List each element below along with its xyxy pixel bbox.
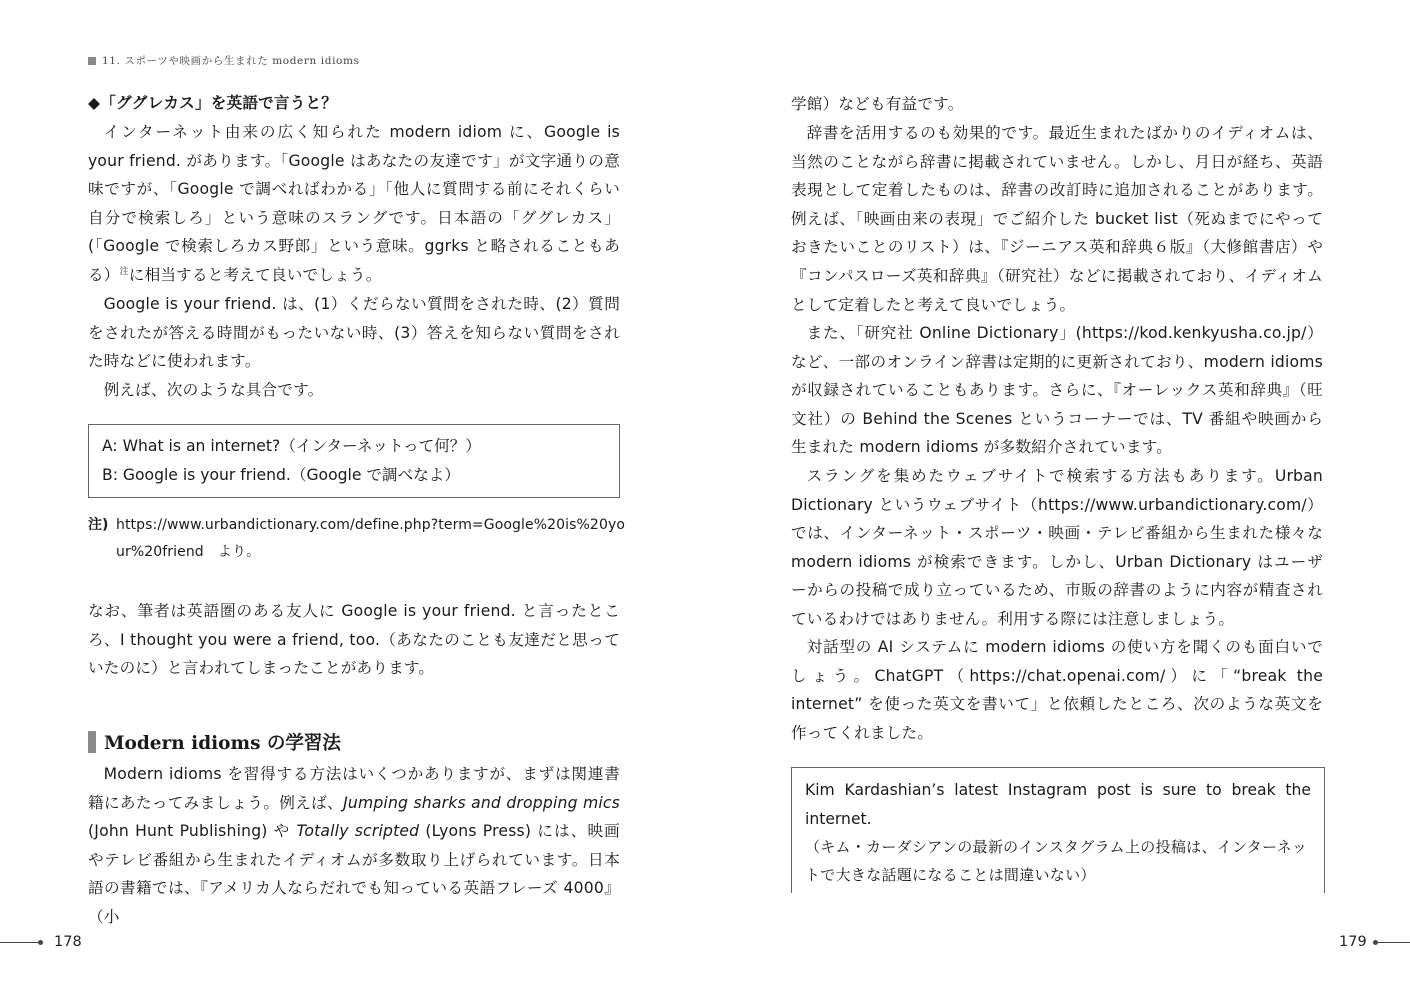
p5-text-2: (John Hunt Publishing) や: [88, 822, 297, 841]
chatgpt-example-box: [791, 767, 1325, 893]
footnote-marker: 注: [119, 266, 129, 277]
section-heading: [88, 729, 341, 755]
paragraph-chatgpt: 対話型の AI システムに modern idioms の使い方を聞くのも面白いでしょう。ChatGPT（https://chat.openai.com/）に「“break the internet” を使った英文を書いて」と依頼したところ、次のような英文を作ってくれました。: [791, 638, 1323, 742]
paragraph-dictionaries: 辞書を活用するのも効果的です。最近生まれたばかりのイディオムは、当然のことながら辞書に掲載されていません。しかし、月日が経ち、英語表現として定着したものは、辞書の改訂時に追加されることがあります。例えば、「映画由来の表現」でご紹介した bucket list（死ぬまでにやっておきたいことのリスト）は、『ジーニアス英和辞典６版』（大修館書店）や『コンパスローズ英和辞典』（研究社）などに掲載されており、イディオムとして定着したと考えて良いでしょう。: [791, 124, 1323, 314]
footnote-mark: 注): [88, 517, 109, 533]
footnote: [88, 512, 628, 568]
section-heading-text: Modern idioms の学習法: [104, 733, 341, 754]
paragraph-continuation: 学館）なども有益です。: [791, 95, 964, 113]
section-heading-bar-icon: [88, 731, 96, 753]
p5-text-3: (Lyons Press) には、映画やテレビ番組から生まれたイディオムが多数取り上げられています。日本語の書籍では、『アメリカ人ならだれでも知っている英語フレーズ 4000』（小: [88, 822, 620, 926]
paragraph-learning-methods: [88, 760, 620, 932]
paragraph-text: インターネット由来の広く知られた modern idiom に、Google is your friend. があります。「Google はあなたの友達です」が文字通りの意味ですが、「Google で調べればわかる」「他人に質問する前にそれくらい自分で検索しろ」という意味のスラングです。日本語の「ググレカス」(「Google で検索しろカス野郎」という意味。ggrks と略されることもある）: [88, 123, 620, 284]
book-title-jumping-sharks: Jumping sharks and dropping mics: [343, 793, 621, 812]
dialog-line-a: A: What is an internet?（インターネットって何？）: [102, 437, 481, 455]
p5-text-1: Modern idioms を習得する方法はいくつかありますが、まずは関連書籍にあたってみましょう。例えば、: [88, 765, 620, 812]
page-rule-left: [0, 942, 38, 943]
example-japanese: （キム・カーダシアンの最新のインスタグラム上の投稿は、インターネットで大きな話題になることは間違いない）: [805, 838, 1308, 885]
paragraph-example-intro: 例えば、次のような具合です。: [103, 381, 324, 399]
running-head: [88, 53, 360, 68]
paragraph-text-cont: に相当すると考えて良いでしょう。: [128, 265, 382, 284]
right-page: [705, 0, 1410, 1000]
paragraph-online-dictionaries: また、「研究社 Online Dictionary」(https://kod.kenkyusha.co.jp/）など、一部のオンライン辞書は定期的に更新されており、modern idioms が収録されていることもあります。さらに、『オーレックス英和辞典』（旺文社）の Behind the Scenes というコーナーでは、TV 番組や映画から生まれた modern idioms が多数紹介されています。: [791, 324, 1323, 457]
paragraph-google-friend: [88, 118, 620, 290]
book-title-totally-scripted: Totally scripted: [296, 822, 420, 841]
footnote-text: https://www.urbandictionary.com/define.php?term=Google%20is%20your%20friend より。: [116, 517, 625, 560]
page-dot-left: [38, 940, 43, 945]
paragraph-anecdote: なお、筆者は英語圏のある友人に Google is your friend. と言ったところ、I thought you were a friend, too.（あなたのことも友達だと思っていたのに）と言われてしまったことがあります。: [88, 602, 620, 678]
dialog-example-box: [88, 424, 620, 498]
running-head-text: 11. スポーツや映画から生まれた modern idioms: [102, 55, 360, 67]
example-english: Kim Kardashian’s latest Instagram post is sure to break the internet.: [805, 781, 1311, 828]
page-number-left: 178: [54, 934, 82, 950]
page-rule-right: [1378, 942, 1410, 943]
subheading-gugurekasu: ◆「ググレカス」を英語で言うと？: [88, 94, 338, 112]
dialog-line-b: B: Google is your friend.（Google で調べなよ）: [102, 465, 460, 484]
paragraph-urban-dictionary: スラングを集めたウェブサイトで検索する方法もあります。Urban Dictionary というウェブサイト（https://www.urbandictionary.com/）では、インターネット・スポーツ・映画・テレビ番組から生まれた様々な modern idioms が検索できます。しかし、Urban Dictionary はユーザーからの投稿で成り立っているため、市販の辞書のように内容が精査されているわけではありません。利用する際には注意しましょう。: [791, 467, 1323, 628]
paragraph-usage-cases: Google is your friend. は、(1）くだらない質問をされた時、(2）質問をされたが答える時間がもったいない時、(3）答えを知らない質問をされた時などに使われます。: [88, 295, 620, 371]
page-number-right: 179: [1339, 934, 1367, 950]
running-head-square-icon: [88, 57, 96, 65]
